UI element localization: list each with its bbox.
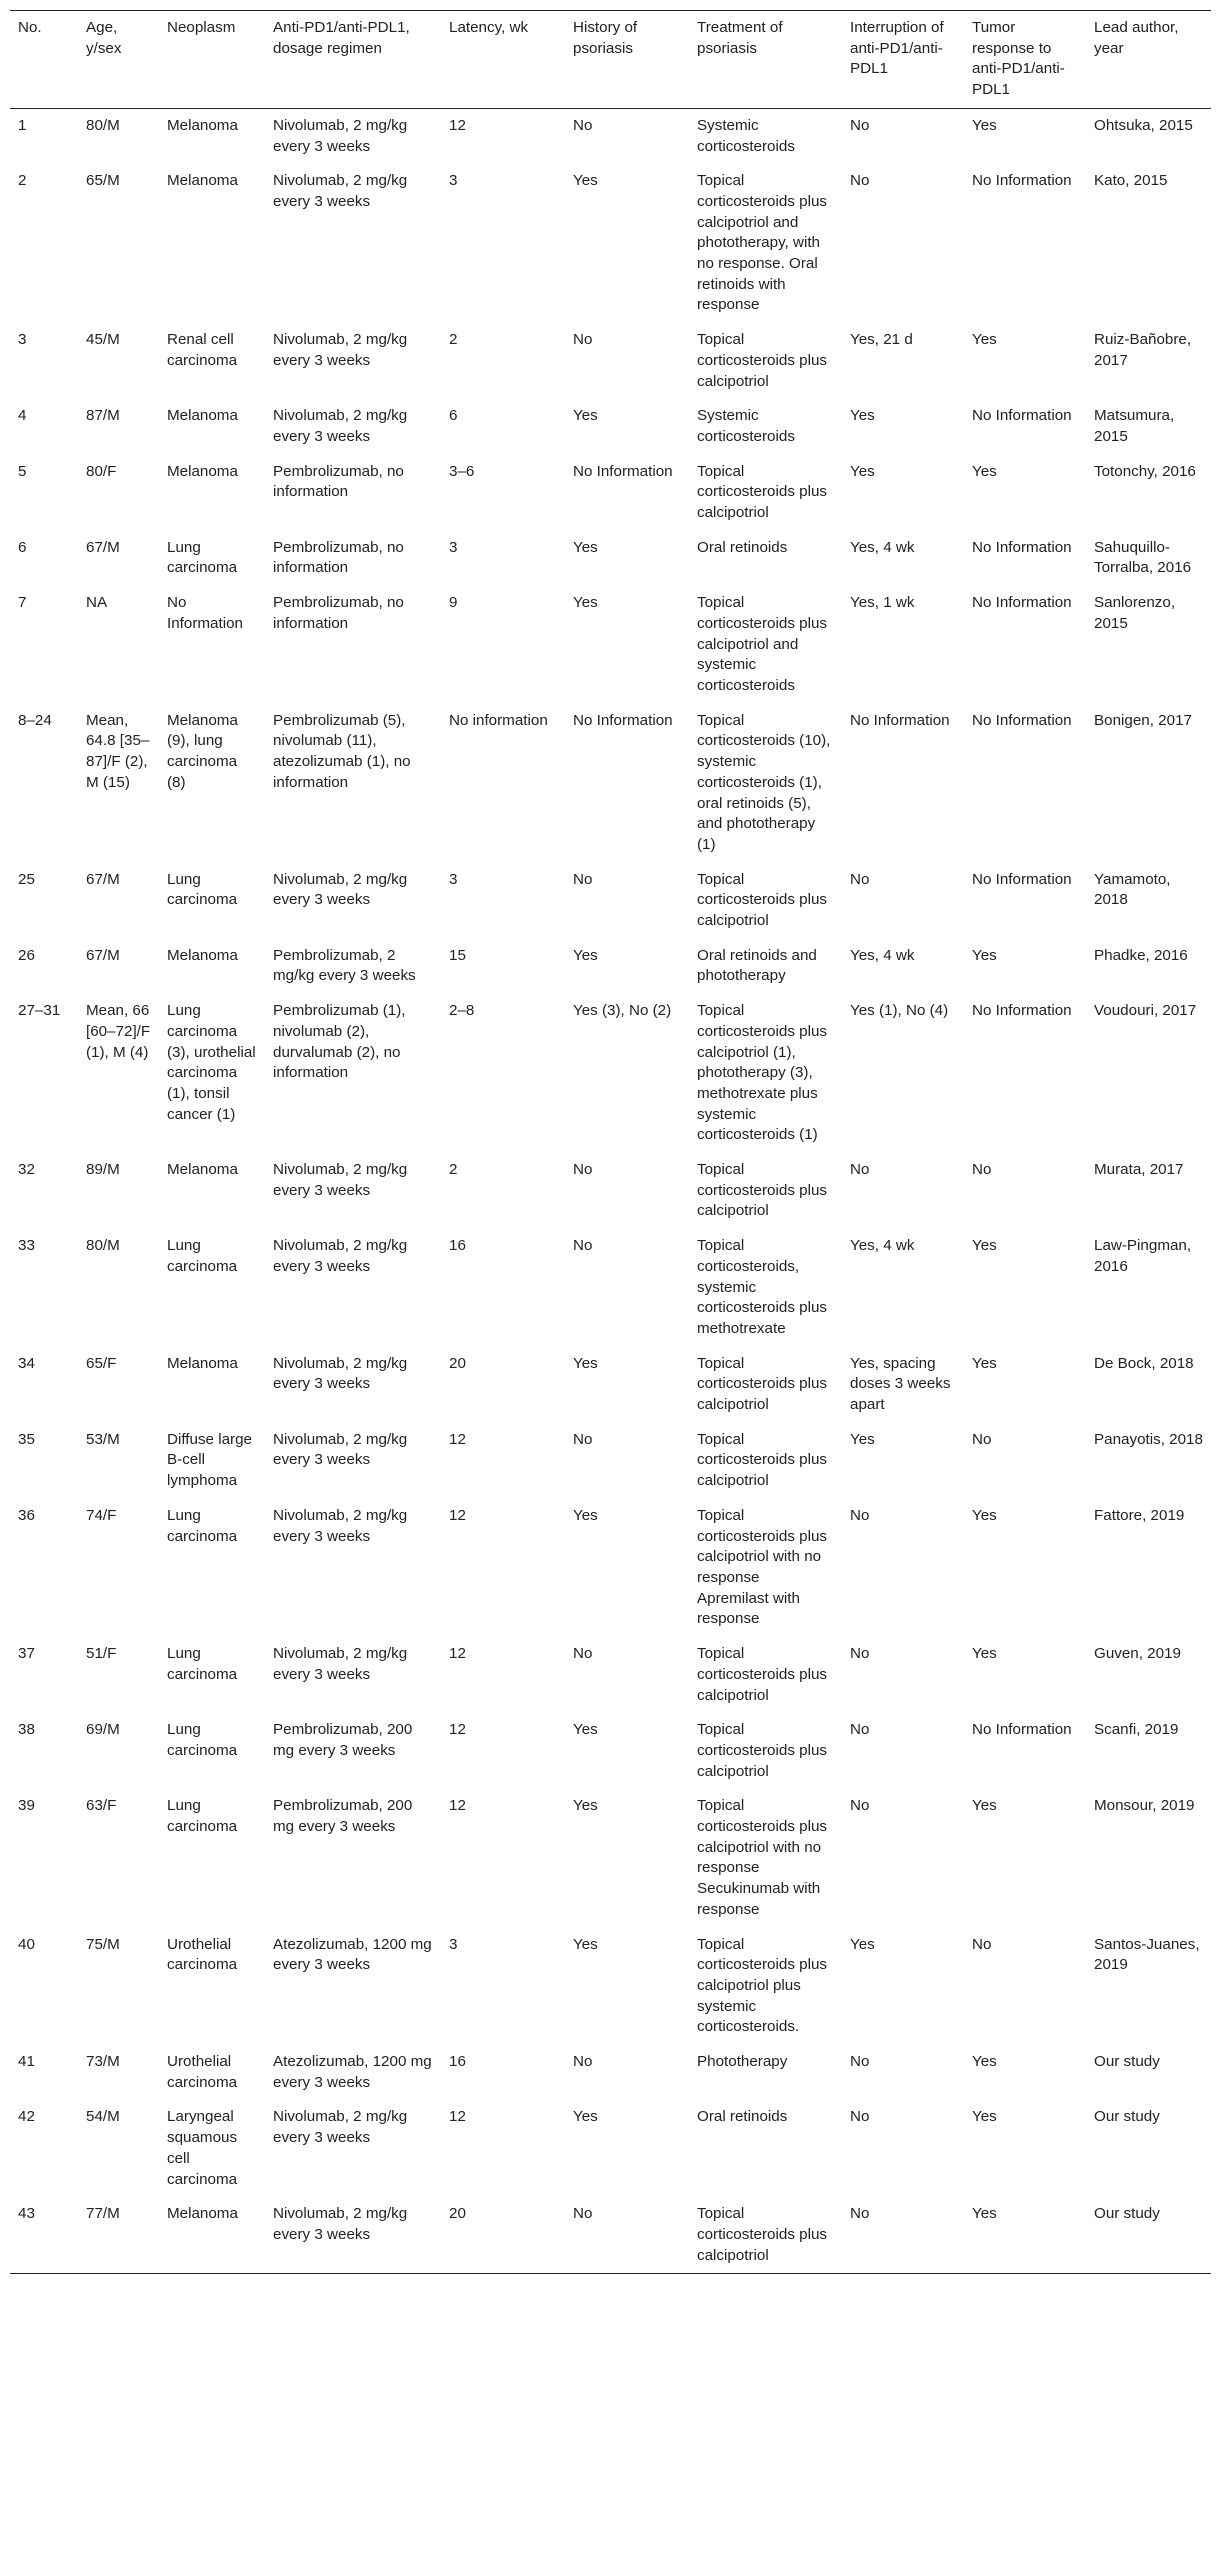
table-row: [10, 531, 1211, 586]
cell-age-sex: 80/M: [86, 116, 120, 134]
cell-no: 37: [18, 1645, 35, 1663]
cell-latency: 20: [449, 2205, 466, 2223]
cell-history-psoriasis: No: [573, 1237, 593, 1255]
cell-no: 40: [18, 1935, 35, 1953]
table-row: [10, 1789, 1211, 1927]
cell-latency: 2–8: [449, 1002, 475, 1020]
cell-treatment-psoriasis: Topical corticosteroids plus calcipotriol plus systemic corticosteroids.: [697, 1935, 827, 2036]
table-row: [10, 399, 1211, 454]
header-lead-author: Lead author, year: [1094, 19, 1179, 57]
cell-neoplasm: Lung carcinoma: [167, 870, 238, 909]
table-row: [10, 863, 1211, 939]
cell-neoplasm: Melanoma: [167, 116, 238, 134]
cell-treatment-psoriasis: Topical corticosteroids plus calcipotriol: [697, 870, 827, 930]
cell-dosage-regimen: Nivolumab, 2 mg/kg every 3 weeks: [273, 116, 408, 155]
cell-lead-author: De Bock, 2018: [1094, 1354, 1194, 1372]
table-row: [10, 2045, 1211, 2100]
cell-tumor-response: No Information: [972, 594, 1072, 612]
cell-latency: 12: [449, 1721, 466, 1739]
cell-history-psoriasis: Yes: [573, 407, 598, 425]
cell-lead-author: Kato, 2015: [1094, 172, 1168, 190]
cell-age-sex: 87/M: [86, 407, 120, 425]
cell-lead-author: Sahuquillo-Torralba, 2016: [1094, 538, 1192, 577]
cell-interruption: Yes, 4 wk: [850, 1237, 915, 1255]
cell-age-sex: 89/M: [86, 1161, 120, 1179]
cell-neoplasm: Melanoma: [167, 946, 238, 964]
cell-lead-author: Our study: [1094, 2205, 1160, 2223]
cell-lead-author: Panayotis, 2018: [1094, 1430, 1203, 1448]
cell-history-psoriasis: Yes: [573, 1354, 598, 1372]
cell-latency: No information: [449, 711, 548, 729]
cell-age-sex: 80/F: [86, 462, 117, 480]
table-row: [10, 704, 1211, 863]
cell-dosage-regimen: Nivolumab, 2 mg/kg every 3 weeks: [273, 2205, 408, 2243]
cell-no: 36: [18, 1506, 35, 1524]
cell-history-psoriasis: Yes: [573, 1721, 598, 1739]
cell-no: 2: [18, 172, 27, 190]
cell-treatment-psoriasis: Topical corticosteroids plus calcipotriol and phototherapy, with no response. Oral retinoids with response: [697, 172, 827, 314]
table-row: [10, 1499, 1211, 1637]
cell-treatment-psoriasis: Topical corticosteroids plus calcipotriol: [697, 331, 827, 390]
header-history-psoriasis: History of psoriasis: [573, 19, 638, 57]
cell-interruption: No: [850, 1161, 870, 1179]
cell-neoplasm: Urothelial carcinoma: [167, 1935, 238, 1974]
cell-tumor-response: No: [972, 1935, 992, 1953]
cell-no: 27–31: [18, 1002, 61, 1020]
cell-dosage-regimen: Pembrolizumab (5), nivolumab (11), atezolizumab (1), no information: [273, 711, 411, 791]
cell-lead-author: Our study: [1094, 2108, 1160, 2126]
cell-tumor-response: No: [972, 1430, 992, 1448]
cell-lead-author: Santos-Juanes, 2019: [1094, 1935, 1200, 1974]
cell-tumor-response: No Information: [972, 870, 1072, 888]
cell-interruption: Yes, 4 wk: [850, 946, 915, 964]
cell-history-psoriasis: No: [573, 2053, 593, 2071]
cell-latency: 15: [449, 946, 466, 964]
cell-history-psoriasis: No: [573, 1161, 593, 1179]
table-row: [10, 1347, 1211, 1423]
cell-age-sex: 73/M: [86, 2053, 120, 2071]
cell-age-sex: 65/M: [86, 172, 120, 190]
cell-treatment-psoriasis: Topical corticosteroids plus calcipotriol: [697, 1430, 827, 1490]
cell-tumor-response: Yes: [972, 1237, 997, 1255]
cell-dosage-regimen: Atezolizumab, 1200 mg every 3 weeks: [273, 2053, 432, 2091]
cell-dosage-regimen: Nivolumab, 2 mg/kg every 3 weeks: [273, 1237, 408, 1275]
cell-lead-author: Scanfi, 2019: [1094, 1721, 1179, 1739]
cell-dosage-regimen: Nivolumab, 2 mg/kg every 3 weeks: [273, 407, 408, 445]
cell-lead-author: Fattore, 2019: [1094, 1506, 1185, 1524]
cell-treatment-psoriasis: Topical corticosteroids plus calcipotriol: [697, 1645, 827, 1704]
cell-tumor-response: Yes: [972, 1354, 997, 1372]
cell-latency: 3: [449, 538, 458, 556]
cell-age-sex: 67/M: [86, 946, 120, 964]
cell-tumor-response: Yes: [972, 331, 997, 349]
cell-age-sex: 54/M: [86, 2108, 120, 2126]
cell-latency: 12: [449, 1430, 466, 1448]
cell-no: 3: [18, 331, 27, 349]
cell-latency: 3: [449, 1935, 458, 1953]
cell-latency: 3: [449, 870, 458, 888]
cell-history-psoriasis: Yes: [573, 946, 598, 964]
table-row: [10, 2197, 1211, 2274]
table-row: [10, 1229, 1211, 1347]
cell-neoplasm: Lung carcinoma: [167, 538, 238, 577]
cell-neoplasm: Urothelial carcinoma: [167, 2053, 238, 2091]
cell-tumor-response: Yes: [972, 2053, 997, 2071]
cell-interruption: No: [850, 870, 870, 888]
cell-neoplasm: Melanoma: [167, 2205, 238, 2223]
cell-treatment-psoriasis: Systemic corticosteroids: [697, 116, 795, 155]
cell-dosage-regimen: Pembrolizumab, no information: [273, 594, 404, 632]
cell-tumor-response: No Information: [972, 711, 1072, 729]
cell-neoplasm: Melanoma (9), lung carcinoma (8): [167, 711, 238, 791]
cell-latency: 16: [449, 2053, 466, 2071]
cell-no: 41: [18, 2053, 35, 2071]
cell-interruption: Yes, 1 wk: [850, 594, 915, 612]
cell-history-psoriasis: No: [573, 1645, 593, 1663]
cell-dosage-regimen: Nivolumab, 2 mg/kg every 3 weeks: [273, 1430, 408, 1469]
cell-age-sex: 67/M: [86, 870, 120, 888]
cell-no: 8–24: [18, 711, 52, 729]
cell-interruption: No Information: [850, 711, 950, 729]
table-row: [10, 994, 1211, 1153]
cell-latency: 2: [449, 331, 458, 349]
cell-interruption: Yes, spacing doses 3 weeks apart: [850, 1354, 951, 1414]
cell-age-sex: NA: [86, 594, 108, 612]
cell-latency: 3: [449, 172, 458, 190]
cell-neoplasm: No Information: [167, 594, 243, 632]
cell-tumor-response: Yes: [972, 462, 997, 480]
cell-dosage-regimen: Pembrolizumab, 2 mg/kg every 3 weeks: [273, 946, 416, 985]
cell-treatment-psoriasis: Topical corticosteroids plus calcipotriol with no response Secukinumab with response: [697, 1797, 827, 1918]
cell-lead-author: Matsumura, 2015: [1094, 407, 1175, 445]
cell-treatment-psoriasis: Topical corticosteroids plus calcipotriol and systemic corticosteroids: [697, 594, 827, 694]
cell-lead-author: Murata, 2017: [1094, 1161, 1184, 1179]
cell-dosage-regimen: Nivolumab, 2 mg/kg every 3 weeks: [273, 1645, 408, 1683]
cell-dosage-regimen: Nivolumab, 2 mg/kg every 3 weeks: [273, 2108, 408, 2147]
cell-age-sex: 67/M: [86, 538, 120, 556]
header-tumor-response: Tumor response to anti-PD1/anti-PDL1: [972, 19, 1065, 99]
cell-history-psoriasis: No Information: [573, 462, 673, 480]
header-interruption: Interruption of anti-PD1/anti-PDL1: [850, 19, 944, 78]
cell-tumor-response: No Information: [972, 172, 1072, 190]
cell-lead-author: Phadke, 2016: [1094, 946, 1188, 964]
cell-interruption: Yes (1), No (4): [850, 1002, 949, 1020]
cell-latency: 2: [449, 1161, 458, 1179]
cell-neoplasm: Melanoma: [167, 172, 238, 190]
table-body: [10, 108, 1211, 2274]
cell-treatment-psoriasis: Oral retinoids: [697, 538, 788, 556]
psoriasis-cases-table: [10, 10, 1211, 2274]
cell-lead-author: Ohtsuka, 2015: [1094, 116, 1193, 134]
cell-no: 35: [18, 1430, 35, 1448]
cell-neoplasm: Melanoma: [167, 462, 238, 480]
cell-history-psoriasis: Yes: [573, 1797, 598, 1815]
header-dosage-regimen: Anti-PD1/anti-PDL1, dosage regimen: [273, 19, 410, 57]
cell-dosage-regimen: Nivolumab, 2 mg/kg every 3 weeks: [273, 870, 408, 909]
cell-interruption: Yes: [850, 407, 875, 425]
cell-neoplasm: Lung carcinoma: [167, 1721, 238, 1759]
cell-treatment-psoriasis: Topical corticosteroids plus calcipotriol: [697, 1161, 827, 1220]
cell-treatment-psoriasis: Topical corticosteroids plus calcipotriol: [697, 1354, 827, 1414]
cell-interruption: No: [850, 2205, 870, 2223]
table-row: [10, 164, 1211, 323]
cell-no: 39: [18, 1797, 35, 1815]
cell-dosage-regimen: Pembrolizumab (1), nivolumab (2), durvalumab (2), no information: [273, 1002, 406, 1082]
cell-treatment-psoriasis: Topical corticosteroids plus calcipotriol: [697, 462, 827, 522]
cell-history-psoriasis: Yes (3), No (2): [573, 1002, 672, 1020]
cell-lead-author: Guven, 2019: [1094, 1645, 1181, 1663]
cell-neoplasm: Lung carcinoma: [167, 1237, 238, 1275]
cell-lead-author: Our study: [1094, 2053, 1160, 2071]
cell-lead-author: Totonchy, 2016: [1094, 462, 1196, 480]
cell-latency: 12: [449, 2108, 466, 2126]
cell-history-psoriasis: No: [573, 1430, 593, 1448]
cell-history-psoriasis: Yes: [573, 594, 598, 612]
header-treatment-psoriasis: Treatment of psoriasis: [697, 19, 783, 57]
cell-latency: 12: [449, 1645, 466, 1663]
cell-no: 5: [18, 462, 27, 480]
cell-no: 38: [18, 1721, 35, 1739]
cell-dosage-regimen: Pembrolizumab, 200 mg every 3 weeks: [273, 1721, 413, 1759]
cell-interruption: Yes: [850, 1935, 875, 1953]
cell-age-sex: 75/M: [86, 1935, 120, 1953]
cell-no: 25: [18, 870, 35, 888]
cell-tumor-response: Yes: [972, 1645, 997, 1663]
cell-dosage-regimen: Nivolumab, 2 mg/kg every 3 weeks: [273, 1506, 408, 1545]
cell-no: 34: [18, 1354, 35, 1372]
cell-dosage-regimen: Nivolumab, 2 mg/kg every 3 weeks: [273, 1354, 408, 1393]
cell-tumor-response: No: [972, 1161, 992, 1179]
cell-age-sex: 63/F: [86, 1797, 117, 1815]
table-row: [10, 586, 1211, 704]
cell-neoplasm: Lung carcinoma: [167, 1645, 238, 1683]
cell-latency: 12: [449, 1797, 466, 1815]
table-row: [10, 455, 1211, 531]
cell-no: 6: [18, 538, 27, 556]
cell-age-sex: 69/M: [86, 1721, 120, 1739]
cell-interruption: Yes, 21 d: [850, 331, 913, 349]
cell-tumor-response: Yes: [972, 116, 997, 134]
cell-interruption: No: [850, 1797, 870, 1815]
table-row: [10, 2100, 1211, 2197]
cell-no: 1: [18, 116, 27, 134]
cell-age-sex: Mean, 66 [60–72]/F (1), M (4): [86, 1002, 151, 1061]
cell-interruption: No: [850, 1721, 870, 1739]
table-row: [10, 1637, 1211, 1713]
cell-lead-author: Sanlorenzo, 2015: [1094, 594, 1176, 632]
header-neoplasm: Neoplasm: [167, 19, 236, 36]
cell-latency: 12: [449, 116, 466, 134]
cell-no: 7: [18, 594, 27, 612]
header-latency: Latency, wk: [449, 19, 529, 36]
table-row: [10, 1928, 1211, 2046]
cell-latency: 20: [449, 1354, 466, 1372]
cell-tumor-response: Yes: [972, 1797, 997, 1815]
cell-interruption: Yes: [850, 1430, 875, 1448]
cell-tumor-response: Yes: [972, 2205, 997, 2223]
table-row: [10, 108, 1211, 164]
cell-tumor-response: Yes: [972, 2108, 997, 2126]
cell-latency: 6: [449, 407, 458, 425]
cell-neoplasm: Laryngeal squamous cell carcinoma: [167, 2108, 238, 2188]
cell-history-psoriasis: Yes: [573, 2108, 598, 2126]
cell-age-sex: 53/M: [86, 1430, 120, 1448]
table-row: [10, 1153, 1211, 1229]
cell-history-psoriasis: Yes: [573, 172, 598, 190]
cell-dosage-regimen: Atezolizumab, 1200 mg every 3 weeks: [273, 1935, 432, 1974]
cell-lead-author: Monsour, 2019: [1094, 1797, 1195, 1815]
cell-neoplasm: Renal cell carcinoma: [167, 331, 238, 369]
cell-tumor-response: No Information: [972, 407, 1072, 425]
cell-age-sex: 80/M: [86, 1237, 120, 1255]
cell-lead-author: Voudouri, 2017: [1094, 1002, 1197, 1020]
cell-neoplasm: Melanoma: [167, 1161, 238, 1179]
cell-treatment-psoriasis: Oral retinoids: [697, 2108, 788, 2126]
cell-treatment-psoriasis: Systemic corticosteroids: [697, 407, 795, 445]
cell-treatment-psoriasis: Oral retinoids and phototherapy: [697, 946, 817, 985]
cell-dosage-regimen: Nivolumab, 2 mg/kg every 3 weeks: [273, 1161, 408, 1199]
cell-tumor-response: Yes: [972, 1506, 997, 1524]
table-row: [10, 1423, 1211, 1499]
cell-neoplasm: Lung carcinoma: [167, 1506, 238, 1545]
cell-latency: 3–6: [449, 462, 475, 480]
cell-age-sex: Mean, 64.8 [35–87]/F (2), M (15): [86, 711, 150, 791]
cell-lead-author: Bonigen, 2017: [1094, 711, 1192, 729]
cell-neoplasm: Melanoma: [167, 1354, 238, 1372]
cell-history-psoriasis: No: [573, 116, 593, 134]
cell-neoplasm: Melanoma: [167, 407, 238, 425]
cell-treatment-psoriasis: Topical corticosteroids plus calcipotriol with no response Apremilast with response: [697, 1506, 827, 1628]
cell-neoplasm: Lung carcinoma: [167, 1797, 238, 1836]
cell-age-sex: 74/F: [86, 1506, 117, 1524]
header-age-sex: Age, y/sex: [86, 19, 122, 57]
cell-lead-author: Ruiz-Bañobre, 2017: [1094, 331, 1192, 369]
cell-no: 42: [18, 2108, 35, 2126]
cell-interruption: Yes: [850, 462, 875, 480]
cell-interruption: No: [850, 2108, 870, 2126]
cell-neoplasm: Lung carcinoma (3), urothelial carcinoma (1), tonsil cancer (1): [167, 1002, 256, 1123]
cell-interruption: Yes, 4 wk: [850, 538, 915, 556]
cell-lead-author: Law-Pingman, 2016: [1094, 1237, 1192, 1275]
cell-tumor-response: No Information: [972, 1721, 1072, 1739]
cell-interruption: No: [850, 1645, 870, 1663]
cell-no: 32: [18, 1161, 35, 1179]
cell-treatment-psoriasis: Phototherapy: [697, 2053, 788, 2071]
table-row: [10, 323, 1211, 399]
cell-treatment-psoriasis: Topical corticosteroids plus calcipotriol (1), phototherapy (3), methotrexate plus systemic corticosteroids (1): [697, 1002, 827, 1144]
cell-history-psoriasis: No: [573, 870, 593, 888]
cell-dosage-regimen: Pembrolizumab, 200 mg every 3 weeks: [273, 1797, 413, 1836]
cell-lead-author: Yamamoto, 2018: [1094, 870, 1171, 909]
cell-interruption: No: [850, 172, 870, 190]
cell-history-psoriasis: No: [573, 2205, 593, 2223]
cell-history-psoriasis: No: [573, 331, 593, 349]
cell-no: 26: [18, 946, 35, 964]
cell-age-sex: 51/F: [86, 1645, 117, 1663]
cell-latency: 9: [449, 594, 458, 612]
cell-treatment-psoriasis: Topical corticosteroids plus calcipotriol: [697, 1721, 827, 1780]
cell-tumor-response: Yes: [972, 946, 997, 964]
cell-tumor-response: No Information: [972, 1002, 1072, 1020]
cell-interruption: No: [850, 2053, 870, 2071]
cell-tumor-response: No Information: [972, 538, 1072, 556]
cell-interruption: No: [850, 116, 870, 134]
cell-history-psoriasis: Yes: [573, 538, 598, 556]
cell-no: 4: [18, 407, 27, 425]
cell-treatment-psoriasis: Topical corticosteroids (10), systemic corticosteroids (1), oral retinoids (5), and phototherapy (1): [697, 711, 831, 853]
cell-treatment-psoriasis: Topical corticosteroids, systemic corticosteroids plus methotrexate: [697, 1237, 827, 1337]
cell-interruption: No: [850, 1506, 870, 1524]
cell-no: 43: [18, 2205, 35, 2223]
cell-age-sex: 65/F: [86, 1354, 117, 1372]
cell-treatment-psoriasis: Topical corticosteroids plus calcipotriol: [697, 2205, 827, 2264]
cell-age-sex: 45/M: [86, 331, 120, 349]
table-row: [10, 939, 1211, 994]
cell-latency: 16: [449, 1237, 466, 1255]
cell-no: 33: [18, 1237, 35, 1255]
table-header-row: [10, 11, 1211, 109]
cell-neoplasm: Diffuse large B-cell lymphoma: [167, 1430, 252, 1490]
table-row: [10, 1713, 1211, 1789]
cell-history-psoriasis: Yes: [573, 1506, 598, 1524]
cell-dosage-regimen: Nivolumab, 2 mg/kg every 3 weeks: [273, 331, 408, 369]
cell-history-psoriasis: No Information: [573, 711, 673, 729]
cell-dosage-regimen: Pembrolizumab, no information: [273, 538, 404, 577]
header-no: No.: [18, 19, 42, 36]
cell-dosage-regimen: Nivolumab, 2 mg/kg every 3 weeks: [273, 172, 408, 210]
cell-dosage-regimen: Pembrolizumab, no information: [273, 462, 404, 501]
cell-latency: 12: [449, 1506, 466, 1524]
cell-age-sex: 77/M: [86, 2205, 120, 2223]
cell-history-psoriasis: Yes: [573, 1935, 598, 1953]
